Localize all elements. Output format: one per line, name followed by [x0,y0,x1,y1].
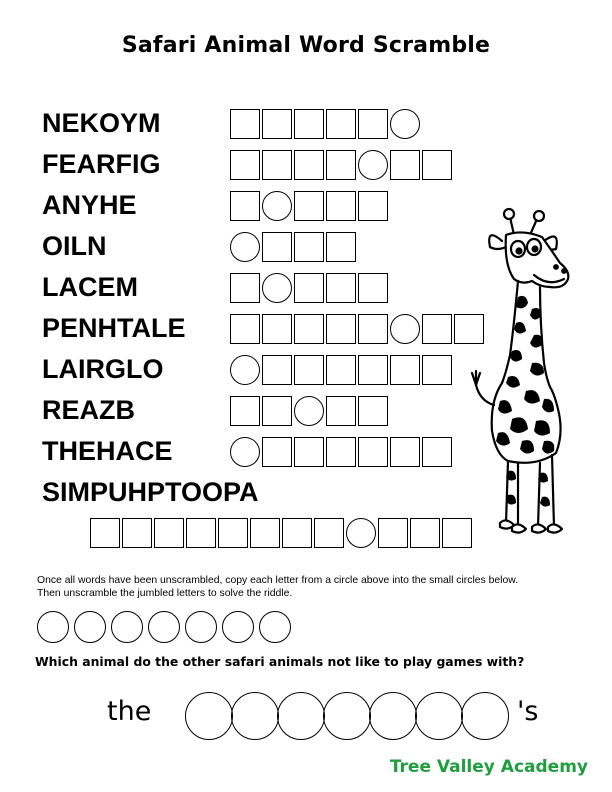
collected-letter-circle[interactable] [74,611,106,643]
letter-box[interactable] [294,232,324,262]
letter-box[interactable] [90,518,120,548]
letter-box[interactable] [358,191,388,221]
letter-box[interactable] [422,150,452,180]
letter-box[interactable] [262,437,292,467]
answer-boxes [230,314,486,344]
letter-box[interactable] [154,518,184,548]
collected-letter-circle[interactable] [37,611,69,643]
letter-box[interactable] [358,314,388,344]
letter-box[interactable] [358,396,388,426]
letter-collection-circles [37,611,296,643]
answer-letter-circle[interactable] [185,692,233,740]
scrambled-word: ANYHE [42,190,137,220]
riddle-question: Which animal do the other safari animals not like to play games with? [35,654,525,669]
letter-circle[interactable] [294,396,324,426]
letter-circle[interactable] [262,273,292,303]
answer-boxes [230,355,454,385]
answer-boxes [230,232,358,262]
letter-box[interactable] [294,191,324,221]
scrambled-word: LAIRGLO [42,354,164,384]
letter-circle[interactable] [390,109,420,139]
letter-box[interactable] [122,518,152,548]
answer-boxes [230,109,422,139]
letter-box[interactable] [390,150,420,180]
letter-circle[interactable] [230,355,260,385]
answer-suffix: 's [517,696,539,727]
instructions-line-1: Once all words have been unscrambled, copy each letter from a circle above into the small circles below. [37,575,519,586]
letter-circle[interactable] [358,150,388,180]
letter-box[interactable] [262,355,292,385]
footer-brand: Tree Valley Academy [389,757,588,777]
answer-letter-circle[interactable] [231,692,279,740]
scrambled-word: NEKOYM [42,108,161,138]
scrambled-word: PENHTALE [42,313,186,343]
letter-box[interactable] [378,518,408,548]
letter-box[interactable] [262,109,292,139]
answer-letter-circle[interactable] [323,692,371,740]
answer-boxes [90,518,474,548]
answer-letter-circle[interactable] [369,692,417,740]
answer-boxes [230,437,454,467]
letter-box[interactable] [358,355,388,385]
letter-box[interactable] [358,273,388,303]
letter-box[interactable] [230,273,260,303]
answer-letter-circle[interactable] [277,692,325,740]
answer-boxes [230,273,390,303]
letter-box[interactable] [326,314,356,344]
letter-box[interactable] [294,109,324,139]
letter-box[interactable] [230,396,260,426]
answer-boxes [230,191,390,221]
answer-boxes [230,150,454,180]
letter-box[interactable] [326,437,356,467]
page-title: Safari Animal Word Scramble [121,33,491,58]
answer-prefix: the [107,696,152,727]
collected-letter-circle[interactable] [148,611,180,643]
letter-box[interactable] [390,437,420,467]
letter-box[interactable] [326,191,356,221]
letter-box[interactable] [186,518,216,548]
letter-box[interactable] [326,273,356,303]
letter-box[interactable] [358,437,388,467]
letter-box[interactable] [230,150,260,180]
giraffe-illustration [452,205,602,555]
letter-circle[interactable] [346,518,376,548]
collected-letter-circle[interactable] [259,611,291,643]
letter-box[interactable] [326,355,356,385]
scrambled-word: OILN [42,231,107,261]
letter-box[interactable] [422,355,452,385]
letter-box[interactable] [262,314,292,344]
letter-box[interactable] [294,314,324,344]
scrambled-word: THEHACE [42,436,173,466]
letter-box[interactable] [422,314,452,344]
answer-letter-circle[interactable] [415,692,463,740]
collected-letter-circle[interactable] [222,611,254,643]
instructions [37,574,597,600]
scrambled-word: SIMPUHPTOOPA [42,477,259,507]
letter-box[interactable] [282,518,312,548]
scrambled-word: REAZB [42,395,135,425]
letter-circle[interactable] [230,437,260,467]
scrambled-word: FEARFIG [42,149,161,179]
letter-box[interactable] [358,109,388,139]
letter-box[interactable] [218,518,248,548]
letter-box[interactable] [326,232,356,262]
letter-box[interactable] [262,396,292,426]
letter-box[interactable] [326,396,356,426]
letter-box[interactable] [410,518,440,548]
letter-box[interactable] [230,191,260,221]
letter-box[interactable] [294,273,324,303]
collected-letter-circle[interactable] [111,611,143,643]
letter-box[interactable] [314,518,344,548]
letter-box[interactable] [250,518,280,548]
answer-letter-circle[interactable] [461,692,509,740]
letter-box[interactable] [230,314,260,344]
letter-box[interactable] [262,232,292,262]
letter-box[interactable] [422,437,452,467]
letter-box[interactable] [294,437,324,467]
letter-box[interactable] [326,109,356,139]
letter-box[interactable] [294,150,324,180]
instructions-line-2: Then unscramble the jumbled letters to solve the riddle. [37,588,293,599]
letter-circle[interactable] [230,232,260,262]
letter-box[interactable] [262,150,292,180]
letter-box[interactable] [294,355,324,385]
letter-box[interactable] [390,355,420,385]
answer-circles [185,692,507,740]
letter-box[interactable] [230,109,260,139]
letter-circle[interactable] [262,191,292,221]
collected-letter-circle[interactable] [185,611,217,643]
scrambled-word: LACEM [42,272,138,302]
answer-boxes [230,396,390,426]
letter-box[interactable] [326,150,356,180]
letter-circle[interactable] [390,314,420,344]
